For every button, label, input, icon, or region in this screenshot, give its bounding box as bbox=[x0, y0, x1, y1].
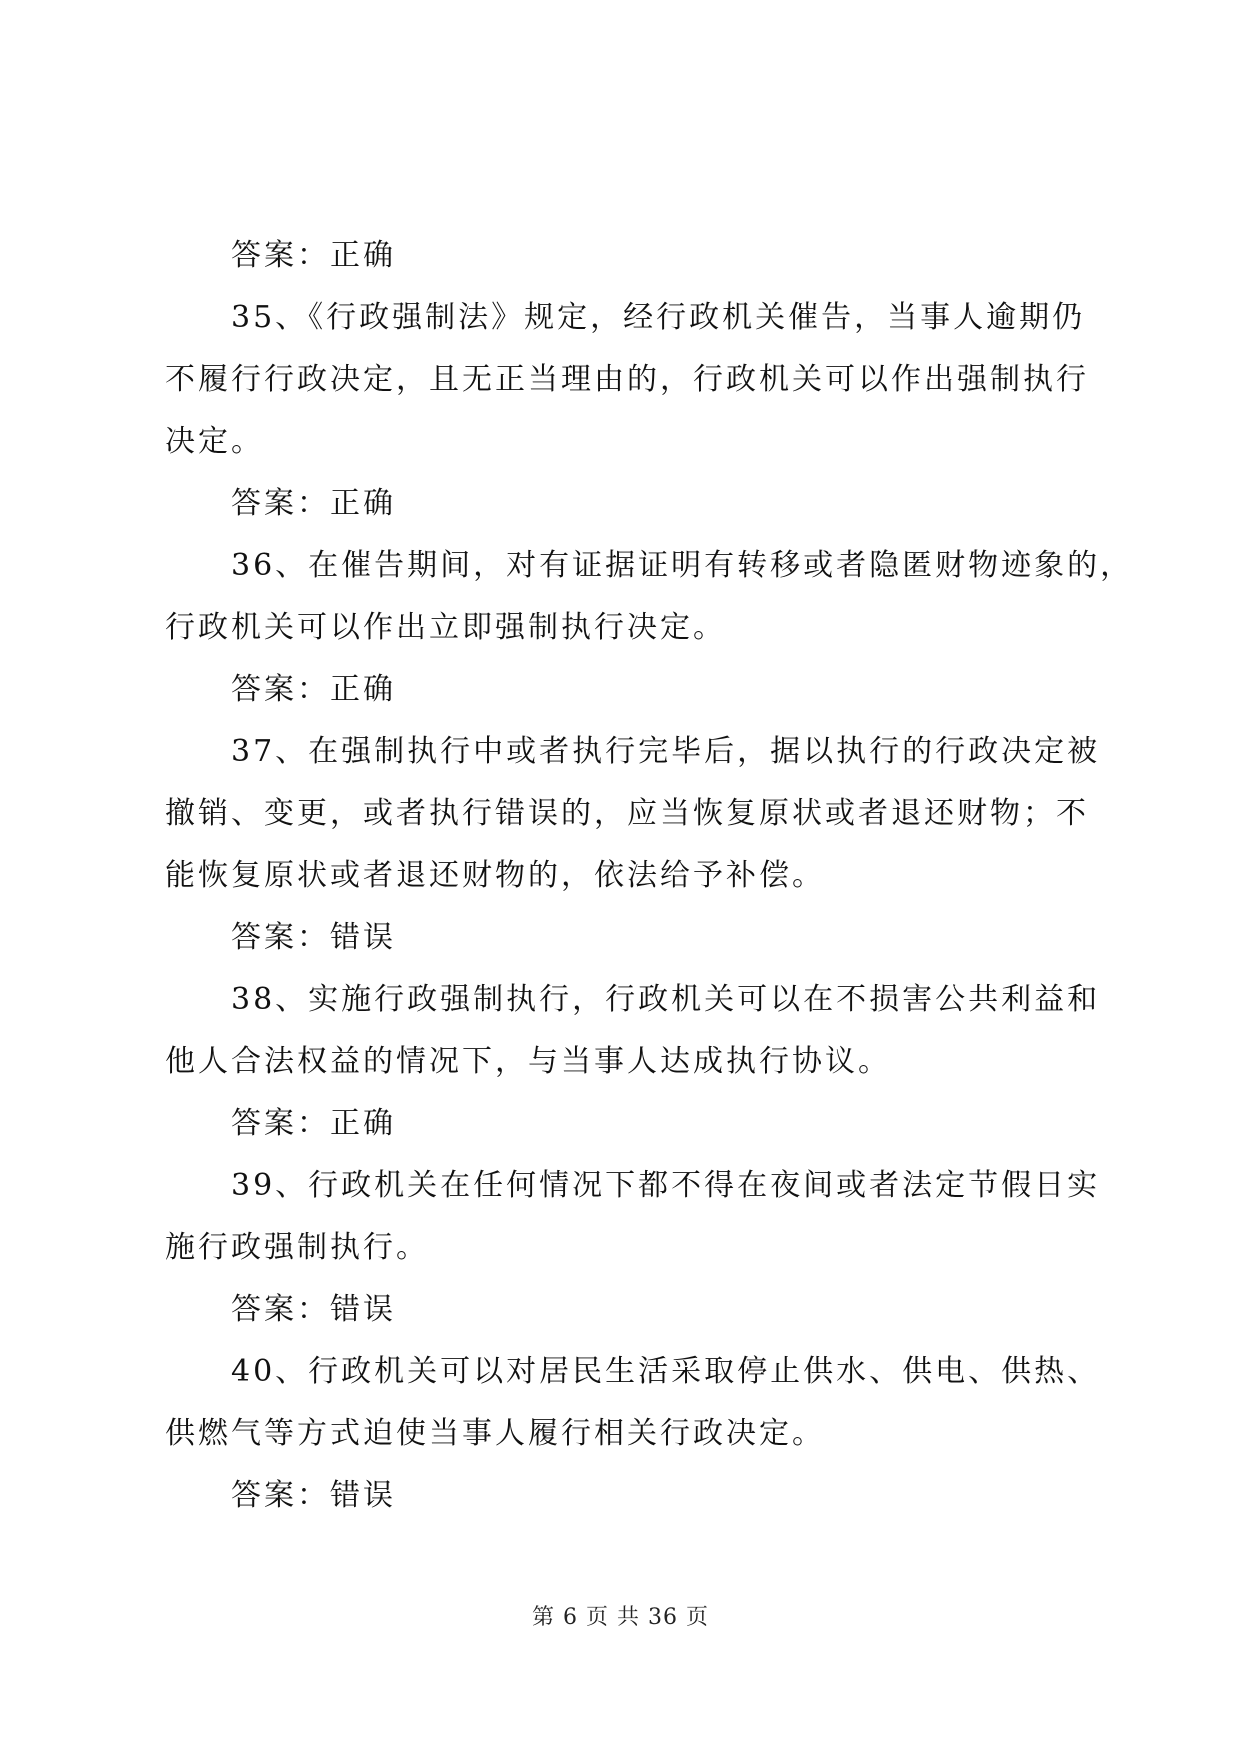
question-38-line-1: 38、实施行政强制执行，行政机关可以在不损害公共利益和 bbox=[231, 982, 1101, 1017]
question-40-line-2: 供燃气等方式迫使当事人履行相关行政决定。 bbox=[165, 1416, 825, 1451]
page-number-footer: 第 6 页 共 36 页 bbox=[532, 1605, 709, 1630]
answer-line: 答案：错误 bbox=[231, 1478, 396, 1513]
answer-line: 答案：错误 bbox=[231, 1292, 396, 1327]
answer-line: 答案：正确 bbox=[231, 1106, 396, 1141]
question-40-line-1: 40、行政机关可以对居民生活采取停止供水、供电、供热、 bbox=[231, 1354, 1101, 1389]
question-37-line-2: 撤销、变更，或者执行错误的，应当恢复原状或者退还财物；不 bbox=[165, 796, 1089, 831]
question-35-line-3: 决定。 bbox=[165, 424, 264, 459]
answer-line: 答案：正确 bbox=[231, 672, 396, 707]
question-38-line-2: 他人合法权益的情况下，与当事人达成执行协议。 bbox=[165, 1044, 891, 1079]
question-37-line-1: 37、在强制执行中或者执行完毕后，据以执行的行政决定被 bbox=[231, 734, 1101, 769]
question-35-line-2: 不履行行政决定，且无正当理由的，行政机关可以作出强制执行 bbox=[165, 362, 1089, 397]
answer-line: 答案：正确 bbox=[231, 486, 396, 521]
question-39-line-1: 39、行政机关在任何情况下都不得在夜间或者法定节假日实 bbox=[231, 1168, 1101, 1203]
question-37-line-3: 能恢复原状或者退还财物的，依法给予补偿。 bbox=[165, 858, 825, 893]
question-36-line-2: 行政机关可以作出立即强制执行决定。 bbox=[165, 610, 726, 645]
question-36-line-1: 36、在催告期间，对有证据证明有转移或者隐匿财物迹象的， bbox=[231, 548, 1134, 583]
answer-line: 答案：错误 bbox=[231, 920, 396, 955]
question-39-line-2: 施行政强制执行。 bbox=[165, 1230, 429, 1265]
answer-line: 答案：正确 bbox=[231, 238, 396, 273]
question-35-line-1: 35、《行政强制法》规定，经行政机关催告，当事人逾期仍 bbox=[231, 300, 1086, 335]
